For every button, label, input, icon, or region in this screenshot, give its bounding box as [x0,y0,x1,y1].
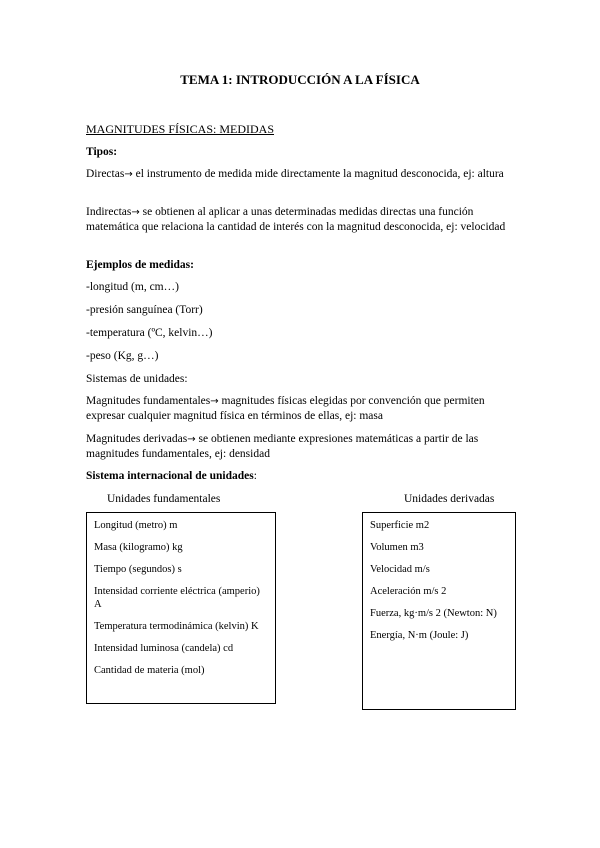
unit-item: Temperatura termodinámica (kelvin) K [94,621,259,632]
unit-item: Intensidad corriente eléctrica (amperio) A [94,586,260,610]
section-heading: MAGNITUDES FÍSICAS: MEDIDAS [86,122,275,136]
si-heading [86,469,526,483]
arrow-icon: → [210,396,219,407]
directas-term: Directas [86,168,125,180]
derivadas-text: se obtienen mediante expresiones matemáticas a partir de las magnitudes fundamentales, ej: densidad [86,433,479,460]
derivadas-box [362,512,516,710]
si-heading-bold: Sistema internacional de unidades [86,470,254,482]
arrow-icon: → [131,207,140,218]
indirectas-text: se obtienen al aplicar a unas determinadas medidas directas una función matemática que relaciona la cantidad de interés con la magnitud desconocida, ej: velocidad [86,206,506,233]
unit-item: Longitud (metro) m [94,520,178,531]
unit-item: Superficie m2 [370,520,430,531]
ejemplos-heading: Ejemplos de medidas: [86,259,194,271]
fundamentales-column-heading: Unidades fundamentales [107,493,221,505]
unit-item: Energía, N·m (Joule: J) [370,630,469,641]
ejemplo-item: -temperatura (ºC, kelvin…) [86,327,213,339]
magnitudes-fundamentales [86,394,526,423]
arrow-icon: → [124,169,133,180]
unit-item: Velocidad m/s [370,564,430,575]
derivadas-column-heading: Unidades derivadas [404,493,495,505]
unit-item: Masa (kilogramo) kg [94,542,183,553]
unit-item: Aceleración m/s 2 [370,586,447,597]
ejemplo-item: -presión sanguínea (Torr) [86,304,203,316]
page-title: TEMA 1: INTRODUCCIÓN A LA FÍSICA [180,72,420,87]
unit-item: Fuerza, kg·m/s 2 (Newton: N) [370,608,497,619]
fundamentales-text: magnitudes físicas elegidas por convención que permiten expresar cualquier magnitud física en términos de ellas, ej: masa [86,395,485,422]
si-heading-colon: : [253,470,257,482]
fundamentales-box [86,512,276,704]
unit-item: Tiempo (segundos) s [94,564,182,575]
sistemas-label: Sistemas de unidades: [86,373,188,385]
indirectas-term: Indirectas [86,206,132,218]
arrow-icon: → [187,434,196,445]
tipos-indirectas [86,205,526,234]
derivadas-term: Magnitudes derivadas [86,433,188,445]
ejemplo-item: -longitud (m, cm…) [86,281,179,293]
tipos-directas [86,167,526,182]
unit-item: Volumen m3 [370,542,424,553]
ejemplo-item: -peso (Kg, g…) [86,350,159,362]
magnitudes-derivadas [86,432,526,461]
directas-text: el instrumento de medida mide directamente la magnitud desconocida, ej: altura [135,168,504,180]
unit-item: Cantidad de materia (mol) [94,665,205,676]
tipos-heading: Tipos: [86,146,118,158]
fundamentales-term: Magnitudes fundamentales [86,395,211,407]
unit-item: Intensidad luminosa (candela) cd [94,643,234,654]
